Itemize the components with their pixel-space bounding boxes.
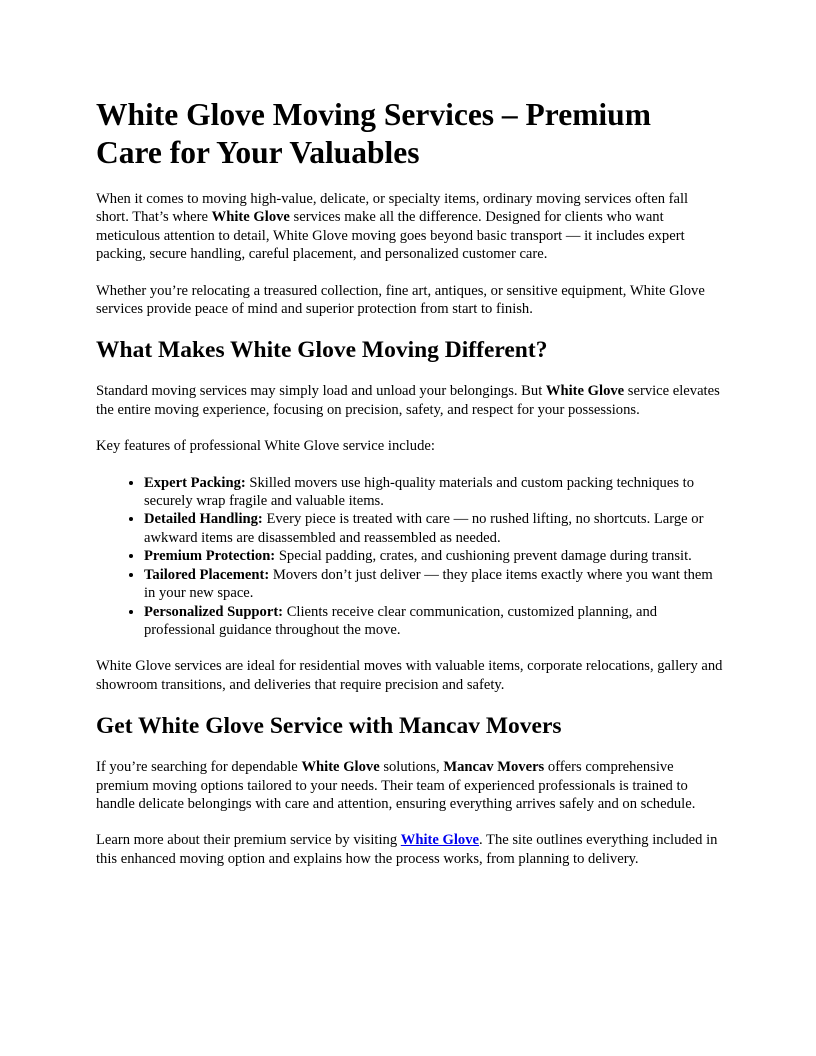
intro-p1-text-a: When it comes to moving high-value, delicate, or specialty items, ordinary moving services often fall short. That’s where [96, 191, 689, 226]
s2-p1-bold-mancav: Mancav Movers [443, 759, 545, 776]
section1-paragraph-2: Key features of professional White Glove service include: [96, 438, 435, 455]
s2-p1-text-a: If you’re searching for dependable [96, 759, 302, 776]
list-item [144, 547, 724, 565]
list-item [144, 566, 724, 603]
features-list [96, 474, 724, 640]
s1-p1-bold: White Glove [545, 383, 625, 400]
feature-text: Every piece is treated with care — no rushed lifting, no shortcuts. Large or awkward items are disassembled and reassembled as needed. [144, 511, 704, 546]
section1-paragraph-3: White Glove services are ideal for residential moves with valuable items, corporate relocations, gallery and showroom transitions, and deliveries that require precision and safety. [96, 658, 723, 693]
feature-text: Movers don’t just deliver — they place items exactly where you want them in your new space. [144, 566, 713, 602]
intro-p1-bold: White Glove [211, 209, 290, 226]
section-heading-mancav: Get White Glove Service with Mancav Movers [96, 713, 562, 740]
s1-p1-text-c: service elevates the entire moving experience, focusing on precision, safety, and respect for your possessions. [96, 383, 720, 418]
s2-p2-text-c: . The site outlines everything included in this enhanced moving option and explains how the process works, from planning to delivery. [96, 832, 718, 867]
section-heading-different: What Makes White Glove Moving Different? [96, 337, 548, 364]
feature-text: Clients receive clear communication, customized planning, and professional guidance throughout the move. [144, 603, 658, 638]
intro-p1-text-c: services make all the difference. Designed for clients who want meticulous attention to detail, White Glove moving goes beyond basic transport — it includes expert packing, secure handling, careful placement, and personalized customer care. [96, 209, 685, 263]
white-glove-link[interactable]: White Glove [400, 832, 479, 849]
feature-label: Expert Packing: [144, 474, 246, 491]
section2-paragraph-2 [96, 831, 724, 868]
list-item [144, 474, 724, 511]
s2-p1-text-c: solutions, [379, 759, 444, 776]
document-page [96, 96, 724, 886]
list-item [144, 603, 724, 640]
s1-p1-text-a: Standard moving services may simply load and unload your belongings. But [96, 383, 546, 400]
feature-text: Special padding, crates, and cushioning prevent damage during transit. [275, 548, 692, 565]
intro-paragraph-1 [96, 190, 724, 264]
s2-p1-text-e: offers comprehensive premium moving options tailored to your needs. Their team of experienced professionals is trained to handle delicate belongings with care and attention, ensuring everything arrives safely and on schedule. [96, 759, 696, 812]
s2-p2-text-a: Learn more about their premium service by visiting [96, 832, 401, 849]
section2-paragraph-1 [96, 758, 724, 813]
page-title: White Glove Moving Services – Premium Care for Your Valuables [96, 97, 651, 170]
feature-text: Skilled movers use high-quality materials and custom packing techniques to securely wrap fragile and valuable items. [144, 474, 695, 510]
section1-paragraph-1 [96, 382, 724, 419]
list-item [144, 510, 724, 547]
feature-label: Personalized Support: [144, 603, 284, 620]
s2-p1-bold-white-glove: White Glove [301, 759, 380, 776]
feature-label: Premium Protection: [144, 548, 276, 565]
feature-label: Tailored Placement: [144, 566, 270, 583]
feature-label: Detailed Handling: [144, 511, 263, 528]
intro-paragraph-2: Whether you’re relocating a treasured collection, fine art, antiques, or sensitive equipment, White Glove services provide peace of mind and superior protection from start to finish. [96, 282, 705, 318]
